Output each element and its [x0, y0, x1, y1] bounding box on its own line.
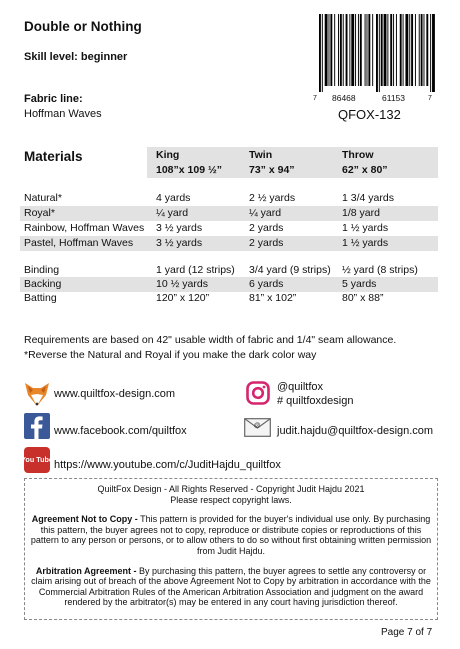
upc-group-1: 86468 [332, 93, 356, 103]
fabric-line-label: Fabric line: [24, 93, 83, 105]
youtube-icon [21, 447, 53, 478]
requirements-note: Requirements are based on 42" usable width of fabric and 1/4" seam allowance. [24, 334, 397, 346]
table-row: Binding 1 yard (12 strips) 3/4 yard (9 strips) ½ yard (8 strips) [24, 264, 418, 276]
instagram-icon [246, 381, 270, 410]
facebook-icon [24, 413, 50, 444]
table-row: Rainbow, Hoffman Waves 3 ½ yards 2 yards 1 ½ yards [24, 222, 389, 234]
legal-notice-box [24, 478, 438, 620]
upc-digit-left: 7 [313, 95, 317, 102]
facebook-link[interactable]: www.facebook.com/quiltfox [54, 425, 187, 437]
column-header-throw: Throw 62” x 80” [342, 149, 388, 176]
youtube-logo-text: You Tube [21, 455, 53, 464]
column-header-twin: Twin 73” x 94” [249, 149, 295, 176]
table-row: Natural* 4 yards 2 ½ yards 1 3/4 yards [24, 192, 394, 204]
website-link[interactable]: www.quiltfox-design.com [54, 388, 176, 400]
upc-group-2: 61153 [382, 93, 406, 103]
email-at-glyph: @ [253, 422, 261, 429]
skill-level: Skill level: beginner [24, 51, 128, 63]
table-row: Batting 120” x 120” 81” x 102” 80” x 88” [24, 292, 384, 304]
instagram-hashtag[interactable]: # quiltfoxdesign [277, 395, 354, 407]
upc-digit-right: 7 [428, 95, 432, 102]
page-number: Page 7 of 7 [381, 627, 433, 638]
agreement-not-to-copy: Agreement Not to Copy - This pattern is provided for the buyer's individual use only. By purchasing this pattern, the buyer agrees not to copy, reproduce or distribute copies or reproductions of this pattern to any person or persons, or to allow others to do so without first obtaining written permission from Judit Hajdu. [30, 514, 432, 556]
copyright-line: QuiltFox Design - All Rights Reserved - Copyright Judit Hajdu 2021 [97, 484, 365, 494]
materials-heading: Materials [24, 149, 83, 164]
copyright-respect-line: Please respect copyright laws. [170, 494, 292, 505]
instagram-handle[interactable]: @quiltfox [277, 381, 324, 393]
youtube-link[interactable]: https://www.youtube.com/c/JuditHajdu_quiltfox [54, 459, 281, 471]
table-row: Pastel, Hoffman Waves 3 ½ yards 2 yards 1 ½ yards [20, 236, 438, 251]
arbitration-agreement: Arbitration Agreement - By purchasing this pattern, the buyer agrees to settle any controversy or claim arising out of breach of the above Agreement Not to Copy by arbitration in accordance with the Commercial Arbitration Rules of the American Arbitration Association and judgment on the award rendered by the arbitrator(s) may be entered in any court having jurisdiction thereof. [31, 565, 431, 608]
table-row: Backing 10 ½ yards 6 yards 5 yards [20, 277, 438, 292]
fox-logo-icon [24, 381, 50, 412]
email-envelope-icon [244, 418, 271, 442]
table-row: Royal* ¼ yard ¼ yard 1/8 yard [20, 206, 438, 221]
reverse-note: *Reverse the Natural and Royal if you make the dark color way [24, 349, 317, 361]
email-link[interactable]: judit.hajdu@quiltfox-design.com [277, 425, 434, 437]
barcode-image [318, 14, 436, 92]
pattern-title: Double or Nothing [24, 19, 142, 34]
column-header-king: King 108”x 109 ½” [156, 149, 222, 176]
fabric-line-value: Hoffman Waves [24, 108, 102, 120]
sku-code: QFOX-132 [338, 107, 401, 122]
